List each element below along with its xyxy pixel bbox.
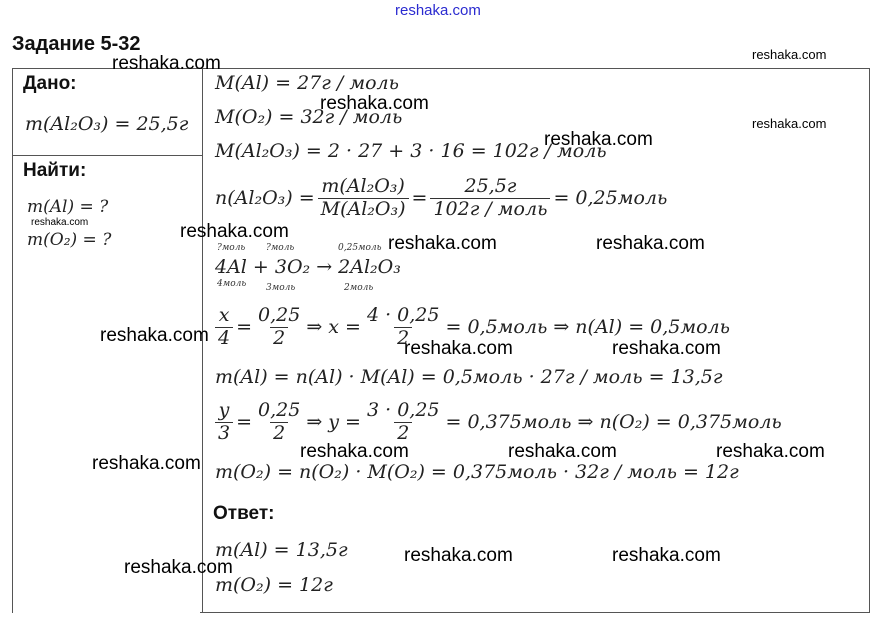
fraction-denominator: M(Al₂O₃) xyxy=(318,198,409,221)
implies-y: ⇒ y = xyxy=(306,411,361,434)
watermark: reshaka.com xyxy=(100,325,209,346)
annot-under-al: 4моль xyxy=(217,279,247,289)
fraction-denominator: 3 xyxy=(215,422,233,445)
watermark: reshaka.com xyxy=(180,221,289,242)
reaction-equation: 4Al + 3O₂ → 2Al₂O₃ xyxy=(215,256,401,278)
watermark: reshaka.com xyxy=(716,441,825,462)
find-item-mass-al: m(Al) = ? xyxy=(27,197,109,217)
fraction-m-over-M xyxy=(318,176,409,221)
equals-sign: = xyxy=(236,316,253,339)
proportion-y xyxy=(212,400,782,445)
watermark: reshaka.com xyxy=(320,93,429,114)
mass-o2-calculation: m(O₂) = n(O₂) · M(O₂) = 0,375моль · 32г / моль = 12г xyxy=(215,461,739,483)
table-bottom-border xyxy=(200,612,870,613)
fraction-denominator: 2 xyxy=(270,327,288,350)
fraction-y-over-3 xyxy=(215,400,233,445)
watermark: reshaka.com xyxy=(92,453,201,474)
fraction-denominator: 2 xyxy=(394,327,412,350)
watermark: reshaka.com xyxy=(596,233,705,254)
fraction-numerator: 0,25 xyxy=(258,304,301,326)
watermark: reshaka.com xyxy=(508,441,617,462)
fraction-denominator: 102г / моль xyxy=(430,198,550,221)
fraction-numerator: x xyxy=(218,304,230,326)
molar-mass-al: M(Al) = 27г / моль xyxy=(215,72,399,94)
answer-heading: Ответ: xyxy=(213,503,275,524)
moles-lhs: n(Al₂O₃) = xyxy=(215,187,315,210)
annot-under-product: 2моль xyxy=(344,283,374,293)
fraction-denominator: 4 xyxy=(215,327,233,350)
annot-over-o2: ?моль xyxy=(266,243,295,253)
equals-sign: = xyxy=(236,411,253,434)
fraction-numerator: y xyxy=(218,399,230,421)
watermark: reshaka.com xyxy=(752,47,827,62)
fraction-denominator: 2 xyxy=(270,422,288,445)
watermark: reshaka.com xyxy=(544,129,653,150)
task-title: Задание 5-32 xyxy=(12,33,141,55)
table-right-border xyxy=(869,68,870,613)
answer-mass-o2: m(O₂) = 12г xyxy=(215,574,333,596)
watermark: reshaka.com xyxy=(31,217,89,228)
fraction-numerator: m(Al₂O₃) xyxy=(321,175,405,197)
moles-result: = 0,25моль xyxy=(553,187,668,210)
fraction-moles-ratio xyxy=(255,400,303,445)
fraction-numerator: 0,25 xyxy=(258,399,301,421)
site-header-link[interactable]: reshaka.com xyxy=(395,2,481,19)
annot-under-o2: 3моль xyxy=(266,283,296,293)
implies-x: ⇒ x = xyxy=(306,316,361,339)
x-result: = 0,5моль ⇒ n(Al) = 0,5моль xyxy=(445,316,731,339)
watermark: reshaka.com xyxy=(404,338,513,359)
moles-al2o3-formula xyxy=(215,176,667,221)
watermark: reshaka.com xyxy=(300,441,409,462)
y-result: = 0,375моль ⇒ n(O₂) = 0,375моль xyxy=(445,411,782,434)
answer-mass-al: m(Al) = 13,5г xyxy=(215,539,348,561)
find-heading: Найти: xyxy=(23,160,87,181)
fraction-denominator: 2 xyxy=(394,422,412,445)
watermark: reshaka.com xyxy=(388,233,497,254)
annot-over-al: ?моль xyxy=(217,243,246,253)
given-heading: Дано: xyxy=(23,73,77,94)
fraction-moles-ratio xyxy=(255,305,303,350)
fraction-y-compute xyxy=(364,400,443,445)
fraction-values xyxy=(430,176,550,221)
table-left-border xyxy=(12,68,13,613)
molar-mass-al2o3: M(Al₂O₃) = 2 · 27 + 3 · 16 = 102г / моль xyxy=(215,140,607,162)
fraction-numerator: 4 · 0,25 xyxy=(366,304,440,326)
annot-over-product: 0,25моль xyxy=(338,243,382,253)
fraction-x-over-4 xyxy=(215,305,233,350)
watermark: reshaka.com xyxy=(112,53,221,74)
watermark: reshaka.com xyxy=(752,116,827,131)
equals-sign: = xyxy=(411,187,428,210)
given-value: m(Al₂O₃) = 25,5г xyxy=(25,113,189,135)
given-find-separator xyxy=(12,155,202,156)
fraction-numerator: 25,5г xyxy=(464,175,517,197)
watermark: reshaka.com xyxy=(612,338,721,359)
watermark: reshaka.com xyxy=(124,557,233,578)
watermark: reshaka.com xyxy=(612,545,721,566)
molar-mass-o2: M(O₂) = 32г / моль xyxy=(215,106,403,128)
watermark: reshaka.com xyxy=(404,545,513,566)
fraction-numerator: 3 · 0,25 xyxy=(366,399,440,421)
find-item-mass-o2: m(O₂) = ? xyxy=(27,230,112,250)
mass-al-calculation: m(Al) = n(Al) · M(Al) = 0,5моль · 27г / моль = 13,5г xyxy=(215,366,723,388)
